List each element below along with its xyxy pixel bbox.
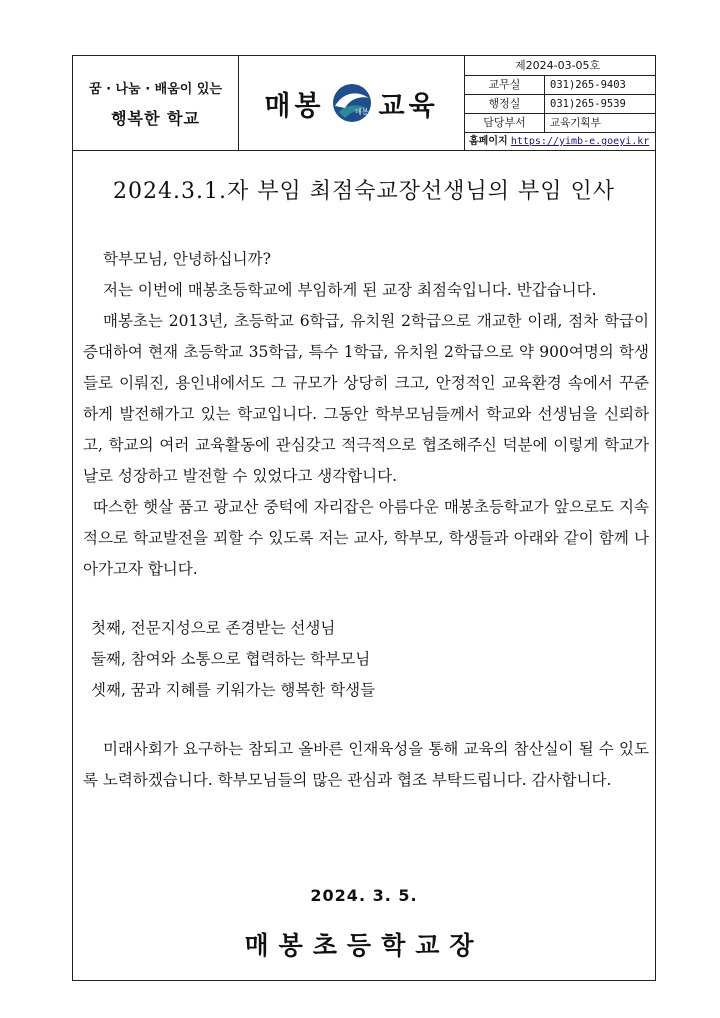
- homepage-row: [465, 133, 655, 150]
- school-motto: [73, 56, 239, 150]
- intro-paragraph: 저는 이번에 매봉초등학교에 부임하게 된 교장 최점숙입니다. 반갑습니다.: [103, 281, 597, 299]
- homepage-label: 홈페이지: [469, 136, 508, 147]
- contact-value: 교육기획부: [550, 117, 601, 129]
- contact-label: 담당부서: [465, 114, 545, 132]
- school-emblem-icon: [331, 82, 373, 124]
- logo-text-right: 교육: [378, 90, 439, 122]
- motto-line1: 꿈 · 나눔 · 배움이 있는: [89, 81, 222, 97]
- letter-date: 2024. 3. 5.: [310, 886, 418, 905]
- history-paragraph: 매봉초는 2013년, 초등학교 6학급, 유치원 2학급으로 개교한 이래, 점차 학급이 증대하여 현재 초등학교 35학급, 특수 1학급, 유치원 2학급으로 약 900여명의 학생들로 이뤄진, 용인내에서도 그 규모가 상당히 크고, 안정적인 교육환경 속에서 꾸준하게 발전해가고 있는 학교입니다. 그동안 학부모님들께서 학교와 선생님을 신뢰하고, 학교의 여러 교육활동에 관심갖고 적극적으로 협조해주신 덕분에 이렇게 학교가 날로 성장하고 발전할 수 있었다고 생각합니다.: [83, 312, 649, 485]
- letter-frame: [72, 55, 656, 981]
- contact-row-admin: [465, 95, 655, 114]
- contact-value: 031)265-9539: [550, 98, 626, 110]
- contact-label: 행정실: [465, 95, 545, 113]
- logo-text-left: 매봉: [264, 90, 325, 122]
- letterhead: [73, 56, 655, 151]
- goal-item: 첫째, 전문지성으로 존경받는 선생님: [91, 619, 336, 637]
- greeting-paragraph: 학부모님, 안녕하십니까?: [103, 250, 271, 268]
- contact-info: [465, 56, 655, 150]
- vision-paragraph: 따스한 햇살 품고 광교산 중턱에 자리잡은 아름다운 매봉초등학교가 앞으로도 지속적으로 학교발전을 꾀할 수 있도록 저는 교사, 학부모, 학생들과 아래와 같이 함께 나아가고자 합니다.: [83, 498, 649, 578]
- school-logo: [239, 56, 465, 150]
- principal-signature: 매봉초등학교장: [244, 931, 484, 960]
- contact-row-department: [465, 114, 655, 133]
- goal-item: 셋째, 꿈과 지혜를 키워가는 행복한 학생들: [91, 681, 376, 699]
- emblem-text: 매봉: [354, 108, 369, 116]
- contact-label: 교무실: [465, 76, 545, 94]
- document-number: 제2024-03-05호: [465, 56, 655, 76]
- contact-value: 031)265-9403: [550, 79, 626, 91]
- closing-paragraph: 미래사회가 요구하는 참되고 올바른 인재육성을 통해 교육의 참산실이 될 수 있도록 노력하겠습니다. 학부모님들의 많은 관심과 협조 부탁드립니다. 감사합니다.: [83, 740, 649, 789]
- goal-item: 둘째, 참여와 소통으로 협력하는 학부모님: [91, 650, 371, 668]
- letter-body: [83, 244, 649, 796]
- contact-row-academic: [465, 76, 655, 95]
- letter-title: 2024.3.1.자 부임 최점숙교장선생님의 부임 인사: [113, 179, 615, 204]
- motto-line2: 행복한 학교: [111, 108, 200, 128]
- homepage-link[interactable]: https://yimb-e.goeyi.kr: [510, 136, 650, 147]
